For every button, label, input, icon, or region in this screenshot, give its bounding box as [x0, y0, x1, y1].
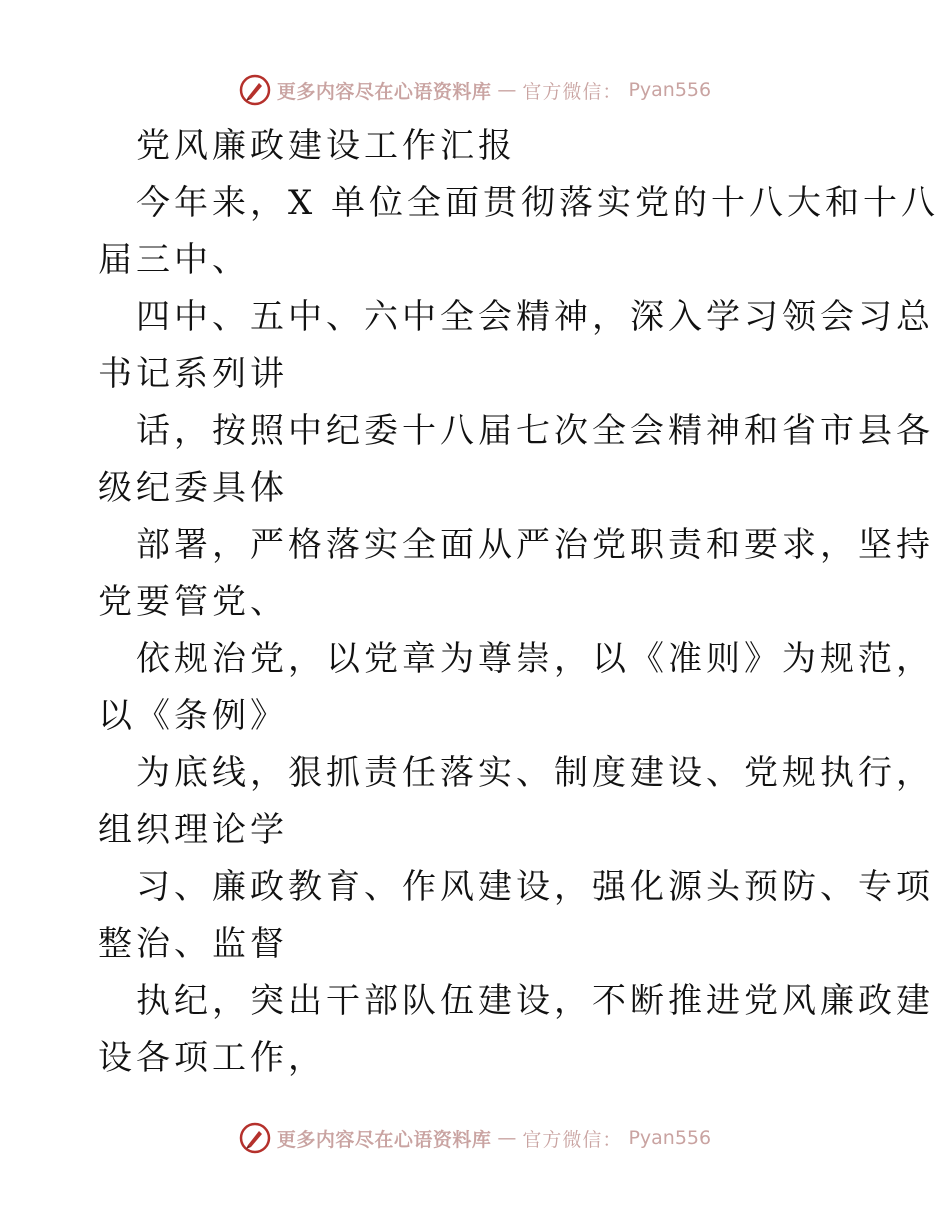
text-line: 书记系列讲: [98, 354, 288, 394]
text-line: 依规治党，以党章为尊崇，以《准则》为规范，: [136, 639, 934, 679]
watermark-separator: —: [497, 79, 517, 101]
text-line: 设各项工作，: [98, 1038, 326, 1078]
text-line: 级纪委具体: [98, 468, 288, 508]
document-title: 党风廉政建设工作汇报: [136, 126, 516, 166]
text-line: 届三中、: [98, 240, 250, 280]
watermark-main-text: 更多内容尽在心语资料库: [276, 1128, 492, 1151]
text-line: 整治、监督: [98, 924, 288, 964]
watermark-separator: —: [497, 1127, 517, 1149]
watermark-main-text: 更多内容尽在心语资料库: [276, 80, 492, 103]
pen-logo-icon: [239, 74, 271, 106]
text-line: 今年来，X 单位全面贯彻落实党的十八大和十八: [136, 183, 940, 223]
text-line: 为底线，狠抓责任落实、制度建设、党规执行，: [136, 753, 934, 793]
watermark-wechat-label: 官方微信：: [522, 80, 623, 103]
text-line: 话，按照中纪委十八届七次全会精神和省市县各: [136, 411, 934, 451]
header-watermark: [0, 70, 950, 110]
text-line: 习、廉政教育、作风建设，强化源头预防、专项: [136, 867, 934, 907]
document-body: [98, 118, 940, 1087]
watermark-wechat-id: Pyan556: [628, 1127, 712, 1149]
pen-logo-icon: [239, 1122, 271, 1154]
watermark-wechat-id: Pyan556: [628, 79, 712, 101]
watermark-wechat-label: 官方微信：: [522, 1128, 623, 1151]
text-line: 四中、五中、六中全会精神，深入学习领会习总: [136, 297, 934, 337]
text-line: 以《条例》: [98, 696, 288, 736]
footer-watermark: [0, 1118, 950, 1158]
text-line: 党要管党、: [98, 582, 288, 622]
text-line: 组织理论学: [98, 810, 288, 850]
text-line: 部署，严格落实全面从严治党职责和要求，坚持: [136, 525, 934, 565]
text-line: 执纪，突出干部队伍建设，不断推进党风廉政建: [136, 981, 934, 1021]
